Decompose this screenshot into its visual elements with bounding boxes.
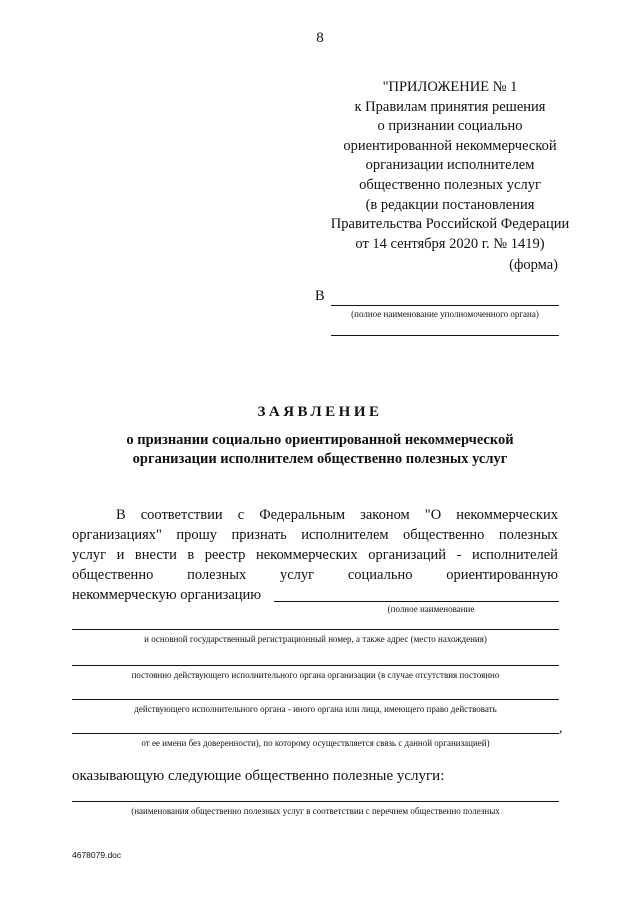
appendix-header (300, 78, 600, 254)
caption-services: (наименования общественно полезных услуг в соответствии с перечнем общественно полезных (131, 806, 500, 816)
appendix-line: к Правилам принятия решения (354, 98, 546, 115)
recipient-line[interactable] (331, 305, 559, 306)
document-subtitle (70, 431, 570, 469)
body-line-1 (72, 507, 558, 524)
word: "О (424, 507, 442, 523)
word: полезных (498, 527, 558, 543)
body-line-4 (72, 567, 558, 584)
word: внести (134, 547, 177, 563)
body-line-5: некоммерческую организацию (72, 587, 262, 603)
word: - (456, 547, 462, 563)
word: прошу (176, 527, 218, 543)
body-line-3 (72, 547, 558, 564)
word: исполнителем (301, 527, 389, 543)
body-line-2 (72, 527, 558, 544)
caption-full-name: (полное наименование (387, 604, 475, 614)
word: в (187, 547, 195, 563)
document-code: 4678079.doc (72, 850, 122, 860)
appendix-line: "ПРИЛОЖЕНИЕ № 1 (382, 79, 518, 95)
appendix-line: организации исполнителем (365, 157, 535, 174)
word: признать (231, 527, 287, 543)
word: организациях" (72, 527, 162, 543)
caption-registration: и основной государственный регистрационный номер, а также адрес (место нахождения) (144, 634, 487, 644)
word: и (116, 547, 125, 563)
recipient-line-2[interactable] (331, 335, 559, 336)
recipient-prefix: В (315, 288, 325, 304)
word: реестр (204, 547, 246, 563)
subtitle-line: организации исполнителем общественно полезных услуг (132, 451, 508, 467)
appendix-line: о признании социально (377, 118, 523, 135)
appendix-line: общественно полезных услуг (359, 176, 541, 193)
page-number: 8 (316, 30, 324, 46)
word: некоммерческих (456, 507, 558, 523)
recipient-caption: (полное наименование уполномоченного органа) (351, 309, 539, 319)
appendix-line: Правительства Российской Федерации (330, 216, 570, 233)
word: общественно (72, 567, 154, 583)
word: ориентированную (446, 567, 558, 583)
caption-executive-body: постоянно действующего исполнительного органа организации (в случае отсутствия постоянно (131, 670, 500, 680)
appendix-line: от 14 сентября 2020 г. № 1419) (355, 235, 545, 252)
fill-line-4[interactable] (72, 733, 559, 734)
word: услуг (72, 547, 107, 563)
word: некоммерческих (255, 547, 358, 563)
word: исполнителей (471, 547, 558, 563)
org-name-line[interactable] (274, 601, 559, 602)
subtitle-line: о признании социально ориентированной некоммерческой (126, 432, 514, 448)
word: с (237, 507, 245, 523)
fill-line-3[interactable] (72, 699, 559, 700)
caption-contact: от ее имени без доверенности), по которому осуществляется связь с данной организацией) (141, 738, 490, 748)
appendix-line: ориентированной некоммерческой (343, 137, 557, 154)
services-intro: оказывающую следующие общественно полезные услуги: (72, 768, 445, 784)
word: законом (360, 507, 410, 523)
trailing-comma: , (559, 721, 563, 736)
form-label: (форма) (509, 257, 558, 273)
word: общественно (403, 527, 485, 543)
word: В (116, 507, 126, 523)
word: соответствии (140, 507, 223, 523)
document-title: ЗАЯВЛЕНИЕ (257, 404, 383, 420)
services-line[interactable] (72, 801, 559, 802)
caption-acting-body: действующего исполнительного органа - иного органа или лица, имеющего право действовать (134, 704, 497, 714)
word: полезных (187, 567, 247, 583)
fill-line-1[interactable] (72, 629, 559, 630)
appendix-line: (в редакции постановления (365, 196, 535, 213)
word: Федеральным (259, 507, 346, 523)
fill-line-2[interactable] (72, 665, 559, 666)
word: социально (347, 567, 413, 583)
word: организаций (368, 547, 447, 563)
word: услуг (279, 567, 315, 583)
